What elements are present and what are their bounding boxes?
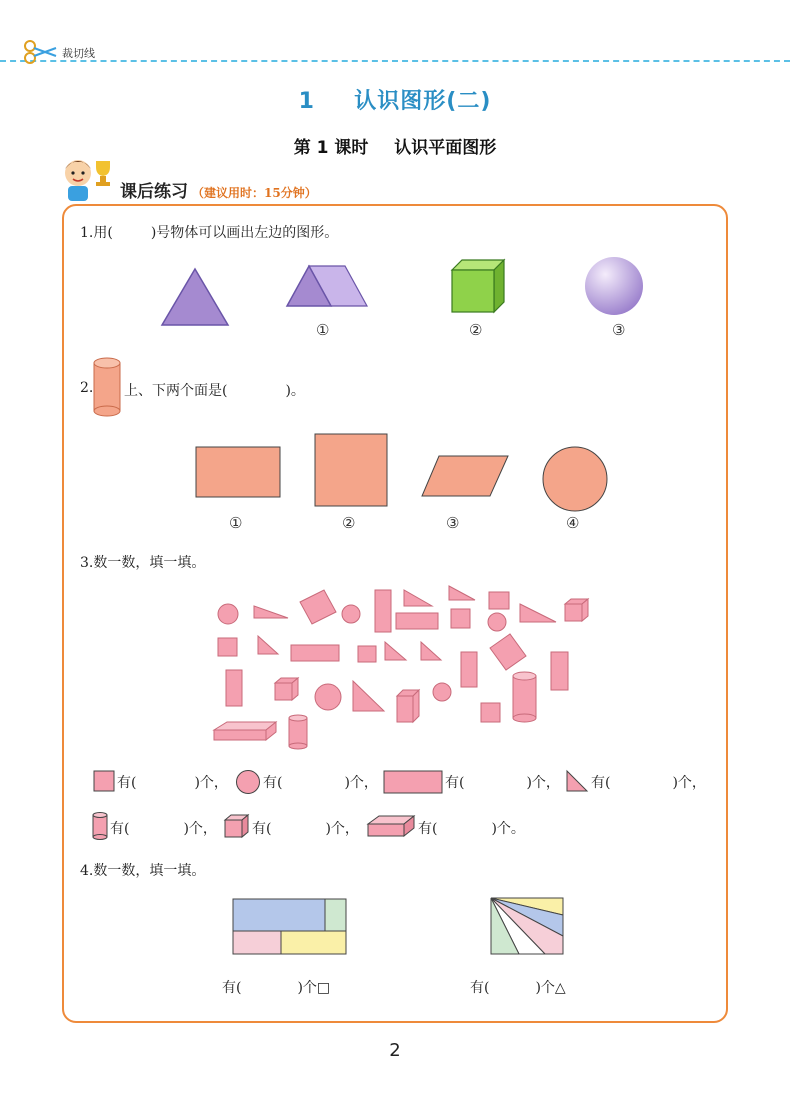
triangle-shape: [158, 265, 232, 329]
q3-row1-triangle-answer: [591, 772, 706, 792]
rectangle-shape: [195, 446, 281, 498]
q3-row2-you2: 有(: [252, 821, 272, 837]
cylinder-icon: [92, 356, 122, 418]
mixed-square: [451, 609, 470, 628]
q3-row1-you3: 有(: [445, 775, 465, 791]
q2-number: 2.: [80, 380, 94, 396]
mixed-rectangle: [375, 590, 391, 632]
sphere-shape: [582, 254, 646, 318]
q3-row1-you2: 有(: [263, 775, 283, 791]
q4-right-pre: 有(: [470, 980, 490, 996]
triangular-prism-shape: [283, 262, 369, 318]
q1-option-3[interactable]: ③: [612, 321, 626, 339]
mixed-square: [358, 646, 376, 662]
q3-row1-rectangle-answer: [445, 772, 560, 792]
q4-left-pre: 有(: [222, 980, 242, 996]
question-4-prompt: 4.数一数，填一填。: [80, 863, 206, 879]
answer-rectangle-icon: [383, 770, 443, 794]
q2-option-2[interactable]: ②: [342, 514, 356, 532]
answer-cube-icon: [224, 814, 250, 838]
q2-text-post: )。: [285, 383, 305, 399]
mixed-cylinder: [513, 676, 536, 718]
answer-triangle-icon: [565, 769, 589, 793]
mixed-circle: [218, 604, 238, 624]
q3-row1-ge2: )个，: [344, 775, 378, 791]
cut-line: [0, 60, 790, 62]
mixed-rectangle: [291, 645, 339, 661]
mixed-rectangle: [551, 652, 568, 690]
cut-line-label: 裁切线: [62, 47, 95, 60]
answer-cylinder-icon: [92, 812, 108, 840]
q3-row1-you1: 有(: [117, 775, 137, 791]
mixed-cylinder: [513, 672, 536, 680]
mixed-cylinder: [513, 714, 536, 722]
lesson-number: 第 1 课时: [293, 138, 369, 158]
q3-row1-circle-answer: [263, 772, 378, 792]
q4-right-answer: [470, 977, 566, 997]
mixed-triangle: [520, 604, 556, 622]
question-3-prompt: 3.数一数，填一填。: [80, 555, 206, 571]
q3-row2-cuboid-answer: [418, 818, 525, 838]
page-number: 2: [389, 1040, 401, 1061]
q3-row2-ge3: )个。: [491, 821, 525, 837]
q3-row2-you1: 有(: [110, 821, 130, 837]
mixed-rectangle: [226, 670, 242, 706]
title-number: 1: [298, 89, 315, 114]
triangles-figure: [489, 896, 565, 956]
mixed-triangle: [449, 586, 475, 600]
exercise-hint: （建议用时：15分钟）: [192, 186, 317, 200]
q1-text-post: )号物体可以画出左边的图形。: [150, 225, 339, 241]
mixed-cube: [397, 696, 413, 722]
mixed-cube: [275, 683, 292, 700]
scissors-icon: [22, 38, 58, 64]
q1-text-pre: 1.用(: [80, 225, 113, 241]
exercise-heading: [120, 177, 317, 202]
q2-text-mid: 上、下两个面是(: [124, 383, 228, 399]
mixed-circle: [342, 605, 360, 623]
q2-option-4[interactable]: ④: [566, 514, 580, 532]
mixed-cube: [565, 604, 582, 621]
mixed-rectangle: [481, 703, 500, 722]
q4-right-post: )个△: [535, 980, 566, 996]
parallelogram-shape: [421, 455, 509, 497]
q1-option-2[interactable]: ②: [469, 321, 483, 339]
title-text: 认识图形(二): [354, 89, 492, 114]
mixed-cylinder: [289, 715, 307, 721]
question-1-prompt: [80, 222, 338, 242]
q3-row1-you4: 有(: [591, 775, 611, 791]
mixed-triangle: [421, 642, 441, 660]
q3-row1-ge1: )个，: [194, 775, 228, 791]
shapes-collection: [208, 582, 598, 752]
kid-trophy-icon: [56, 155, 120, 201]
q3-row1-ge3: )个，: [526, 775, 560, 791]
q4-left-post: )个□: [297, 980, 331, 996]
mixed-square: [489, 592, 509, 609]
mixed-cuboid: [214, 730, 266, 740]
q1-option-1[interactable]: ①: [316, 321, 330, 339]
mixed-triangle: [385, 642, 406, 660]
q3-row2-ge2: )个，: [325, 821, 359, 837]
mixed-square: [218, 638, 237, 656]
mixed-cylinder: [289, 718, 307, 746]
answer-cuboid-icon: [367, 815, 415, 837]
q4-left-answer: [222, 977, 330, 997]
mixed-triangle: [404, 590, 432, 606]
q3-row2-cylinder-answer: [110, 818, 217, 838]
q3-row2-ge1: )个，: [183, 821, 217, 837]
mixed-rectangle: [396, 613, 438, 629]
mixed-square: [300, 590, 336, 624]
mixed-square: [490, 634, 526, 670]
q3-row2-you3: 有(: [418, 821, 438, 837]
mixed-cylinder: [289, 743, 307, 749]
answer-circle-icon: [235, 769, 261, 795]
mixed-circle: [433, 683, 451, 701]
mixed-triangle: [353, 681, 384, 711]
mixed-rectangle: [461, 652, 477, 687]
page-title: [0, 84, 790, 115]
q2-option-3[interactable]: ③: [446, 514, 460, 532]
mixed-cube: [413, 690, 419, 722]
exercise-heading-text: 课后练习: [120, 182, 188, 202]
cube-shape: [448, 256, 508, 316]
q3-row1-ge4: )个，: [672, 775, 706, 791]
mixed-triangle: [258, 636, 278, 654]
rectangles-figure: [232, 898, 348, 956]
question-2-prompt: [124, 380, 305, 400]
mixed-circle: [488, 613, 506, 631]
circle-shape: [541, 445, 609, 513]
mixed-circle: [315, 684, 341, 710]
q3-row2-cube-answer: [252, 818, 359, 838]
lesson-topic: 认识平面图形: [394, 138, 497, 158]
q3-row1-square-answer: [117, 772, 228, 792]
square-shape: [314, 433, 388, 507]
answer-square-icon: [93, 770, 115, 792]
q2-option-1[interactable]: ①: [229, 514, 243, 532]
mixed-triangle: [254, 606, 288, 618]
